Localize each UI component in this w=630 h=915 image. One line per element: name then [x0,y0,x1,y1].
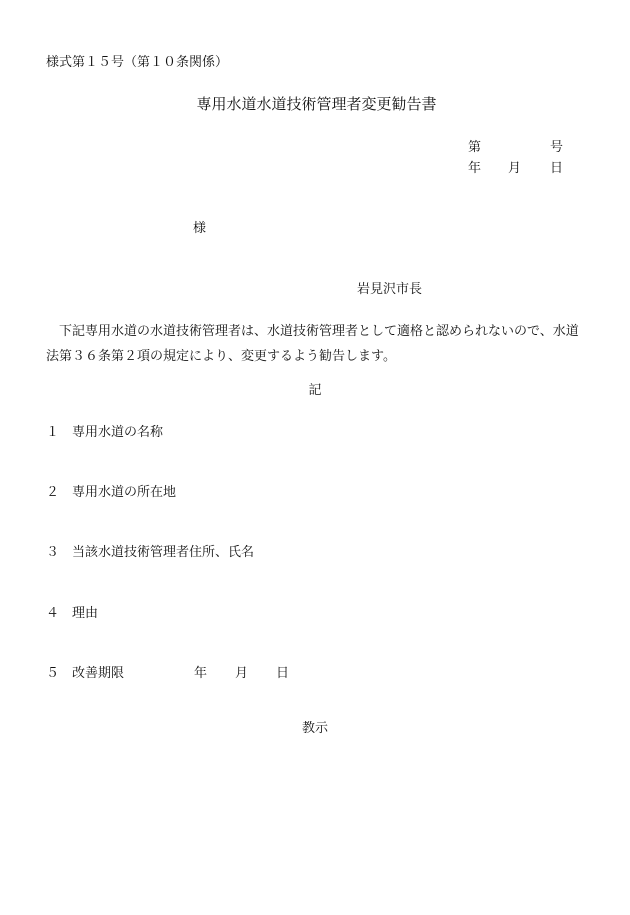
item-number: １ [46,425,60,440]
kyoji-heading: 教示 [301,721,328,736]
item-label: 理由 [72,606,99,621]
deadline-month: 月 [235,666,249,681]
number-prefix: 第 [468,140,482,155]
date-month: 月 [508,161,522,176]
issuer: 岩見沢市長 [357,282,423,297]
item-number: ３ [46,545,60,560]
number-suffix: 号 [550,140,564,155]
ki-heading: 記 [308,383,322,398]
item-label: 専用水道の所在地 [72,485,177,500]
item-number: ２ [46,485,60,500]
date-day: 日 [550,161,564,176]
document-title: 専用水道水道技術管理者変更勧告書 [196,95,437,113]
item-label: 当該水道技術管理者住所、氏名 [72,545,255,560]
item-number: ４ [46,606,60,621]
form-number: 様式第１５号（第１０条関係） [46,55,229,70]
deadline-day: 日 [276,666,290,681]
item-label: 専用水道の名称 [72,425,164,440]
item-label: 改善期限 [72,666,125,681]
body-text: 下記専用水道の水道技術管理者は、水道技術管理者として適格と認められないので、水道法第３６条第２項の規定により、変更するよう勧告します。 [46,324,579,364]
item-number: ５ [46,666,60,681]
deadline-year: 年 [194,666,208,681]
addressee-suffix: 様 [193,221,207,236]
date-year: 年 [468,161,482,176]
